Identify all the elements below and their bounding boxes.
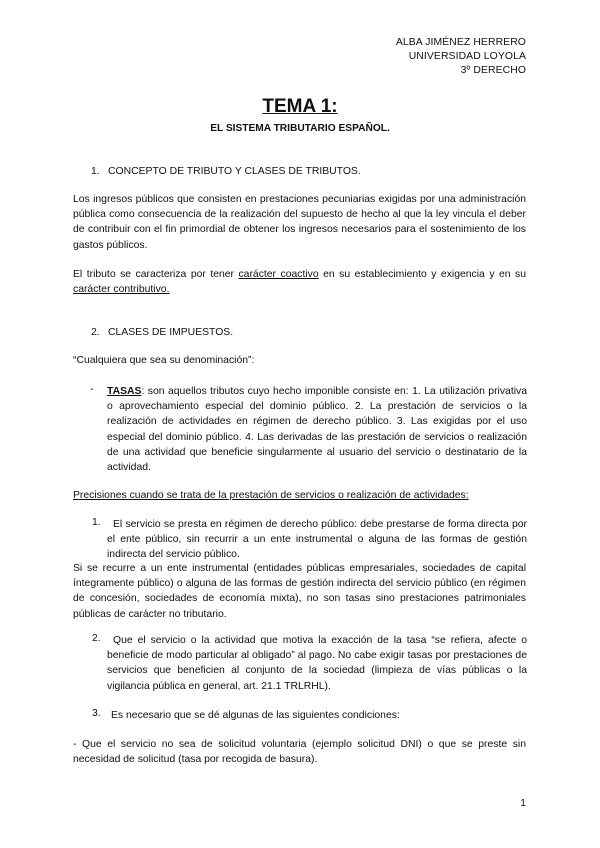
section-2-number: 2. <box>91 327 100 338</box>
paragraph-characteristics-part2: en su establecimiento y exigencia y en su <box>318 269 526 280</box>
quote-denominacion: “Cualquiera que sea su denominación”: <box>73 355 255 366</box>
university-name: UNIVERSIDAD LOYOLA <box>408 51 526 62</box>
paragraph-characteristics-part1: El tributo se caracteriza por tener <box>73 269 239 280</box>
tasas-dash: - <box>90 384 94 395</box>
page-number: 1 <box>520 798 526 809</box>
paragraph-ente-instrumental: Si se recurre a un ente instrumental (entidades públicas empresariales, sociedades de capital íntegramente público) o alguna de las formas de gestión indirecta del servicio público (en régimen de concesión, sociedades de economía mixta), no son tasas sino prestaciones patrimoniales públicas de carácter no tributario. <box>73 563 526 620</box>
item-1-number: 1. <box>92 517 101 528</box>
header-block <box>396 36 526 78</box>
tasas-text: : son aquellos tributos cuyo hecho imponible consiste en: 1. La utilización privativa o aprovechamiento especial del dominio público. 2. La prestación de servicios o la realización de actividades en régimen de derecho público. 3. Las exigidas por el uso especial del dominio público. 4. Las derivadas de las prestación de servicios o realización de una actividad que beneficie singularmente al usuario del servicio o destinatario de la actividad. <box>107 386 527 474</box>
section-1-title: CONCEPTO DE TRIBUTO Y CLASES DE TRIBUTOS. <box>108 166 361 177</box>
item-2-number: 2. <box>92 633 101 644</box>
item-2-body: Que el servicio o la actividad que motiva la exacción de la tasa “se refiera, afecte o beneficie de modo particular al obligado” al pago. No cabe exigir tasas por prestaciones de servicios que beneficien al conjunto de la sociedad (limpieza de vías públicas o la vigilancia pública en general, art. 21.1 TRLRHL). <box>107 635 527 692</box>
author-name: ALBA JIMÉNEZ HERRERO <box>395 37 526 48</box>
item-1-text <box>107 517 527 563</box>
item-3-body: Es necesario que se dé algunas de las siguientes condiciones: <box>111 710 400 721</box>
section-2-title: CLASES DE IMPUESTOS. <box>108 327 234 338</box>
section-1-number: 1. <box>91 166 100 177</box>
tasas-definition <box>107 384 527 475</box>
paragraph-characteristics <box>73 267 526 297</box>
term-caracter-coactivo: carácter coactivo <box>238 269 319 280</box>
paragraph-characteristics-end: . <box>166 284 170 296</box>
item-1-body: El servicio se presta en régimen de derecho público: debe prestarse de forma directa por el ente público, sin recurrir a un ente instrumental o alguna de las formas de gestión indirecta del servicio público. <box>107 519 527 561</box>
course-name: 3º DERECHO <box>460 65 526 76</box>
paragraph-condicion: - Que el servicio no sea de solicitud voluntaria (ejemplo solicitud DNI) o que se preste sin necesidad de solicitud (tasa por recogida de basura). <box>73 739 526 766</box>
item-3-number: 3. <box>92 708 101 719</box>
item-3-text <box>107 708 527 723</box>
page-subtitle: EL SISTEMA TRIBUTARIO ESPAÑOL. <box>210 123 390 134</box>
item-2-text <box>107 633 527 694</box>
term-tasas: TASAS <box>107 386 142 397</box>
paragraph-definition: Los ingresos públicos que consisten en prestaciones pecuniarias exigidas por una administración pública como consecuencia de la realización del supuesto de hecho al que la ley vincula el deber de contribuir con el fin primordial de obtener los ingresos necesarios para el sostenimiento de los gastos públicos. <box>73 194 526 251</box>
page-title: TEMA 1: <box>262 96 338 117</box>
section-2-heading <box>91 327 233 338</box>
section-1-heading <box>91 166 361 177</box>
precisiones-heading: Precisiones cuando se trata de la prestación de servicios o realización de actividades: <box>73 490 469 501</box>
term-caracter-contributivo: carácter contributivo <box>73 284 167 296</box>
